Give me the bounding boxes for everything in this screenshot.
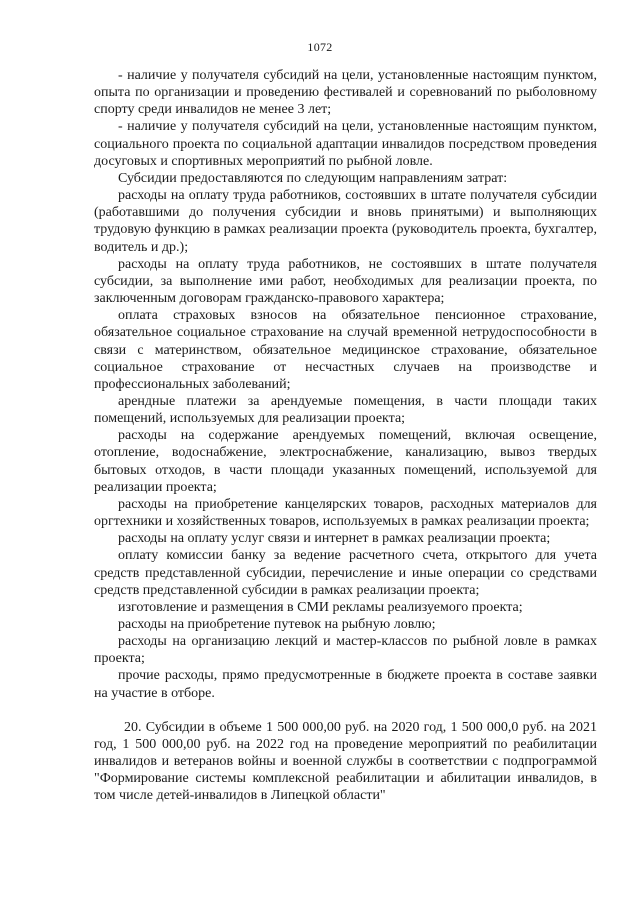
paragraph-expense-intro: Субсидии предоставляются по следующим направлениям затрат: [118,170,508,186]
paragraph-expense-bank-fee: оплату комиссии банку за ведение расчетного счета, открытого для учета средств представленной субсидии, перечисление и иные операции со средствами средств представленной субсидии в рамках реализации проекта; [94,548,597,598]
paragraph-expense-maintenance: расходы на содержание арендуемых помещений, включая освещение, отопление, водоснабжение, электроснабжение, канализацию, вывоз твердых бытовых отходов, в части площади указанных помещений, используемой для реализации проекта; [94,428,597,495]
page-number: 1072 [307,40,333,54]
paragraph-item-20: 20. Субсидии в объеме 1 500 000,00 руб. на 2020 год, 1 500 000,0 руб. на 2021 год, 1 500 000,00 руб. на 2022 год на проведение мероприятий по реабилитации инвалидов и ветеранов войны и военной службы в соответствии с подпрограммой "Формирование системы комплексной реабилитации и абилитации инвалидов, в том числе детей-инвалидов в Липецкой области" [94,719,597,804]
paragraph-expense-contract-salary: расходы на оплату труда работников, не состоявших в штате получателя субсидии, за выполнение ими работ, необходимых для реализации проекта, по заключенным договорам гражданско-правового характера; [94,256,597,307]
paragraph-expense-lectures: расходы на организацию лекций и мастер-классов по рыбной ловле в рамках проекта; [94,634,597,667]
paragraph-expense-insurance: оплата страховых взносов на обязательное пенсионное страхование, обязательное социальное страхование на случай временной нетрудоспособности в связи с материнством, обязательное медицинское страхование, обязательное социальное страхование от несчастных случаев на производстве и профессиональных заболеваний; [94,308,597,392]
paragraph-expense-rent: арендные платежи за арендуемые помещения, в части площади таких помещений, используемых для реализации проекта; [94,393,597,427]
paragraph-requirement-project: - наличие у получателя субсидий на цели, установленные настоящим пунктом, социального проекта по социальной адаптации инвалидов посредством проведения досуговых и спортивных мероприятий по рыбной ловле. [94,119,597,169]
paragraph-gap [94,702,597,719]
paragraph-expense-staff-salary: расходы на оплату труда работников, состоявших в штате получателя субсидии (работавшими до получения субсидии и вновь принятыми) и выполняющих трудовую функцию в рамках реализации проекта (руководитель проекта, бухгалтер, водитель и др.); [94,188,597,255]
paragraph-expense-communication: расходы на оплату услуг связи и интернет в рамках реализации проекта; [118,531,551,547]
paragraph-expense-other: прочие расходы, прямо предусмотренные в бюджете проекта в составе заявки на участие в отборе. [94,668,597,701]
document-body [94,67,597,805]
paragraph-expense-stationery: расходы на приобретение канцелярских товаров, расходных материалов для оргтехники и хозяйственных товаров, используемых в рамках реализации проекта; [94,496,597,530]
paragraph-expense-vouchers: расходы на приобретение путевок на рыбную ловлю; [118,617,436,632]
paragraph-requirement-experience: - наличие у получателя субсидий на цели, установленные настоящим пунктом, опыта по организации и проведению фестивалей и соревнований по рыболовному спорту среди инвалидов не менее 3 лет; [94,68,597,118]
paragraph-expense-advertising: изготовление и размещения в СМИ рекламы реализуемого проекта; [118,599,523,615]
